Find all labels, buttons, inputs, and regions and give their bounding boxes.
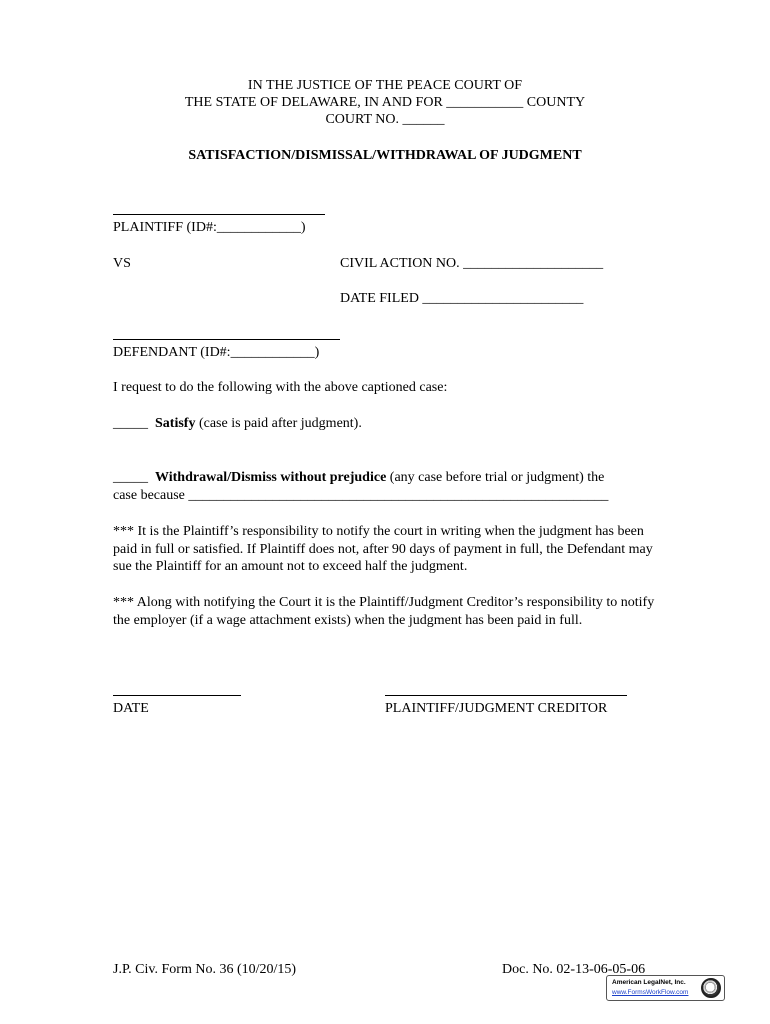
creditor-label: PLAINTIFF/JUDGMENT CREDITOR	[385, 701, 608, 716]
date-label: DATE	[113, 701, 149, 716]
court-header-line1: IN THE JUSTICE OF THE PEACE COURT OF	[247, 78, 523, 93]
notice-paragraph-1: *** It is the Plaintiff’s responsibility to notify the court in writing when the judgment has been paid in full or satisfied. If Plaintiff does not, after 90 days of payment in full, the Defendant may sue the Plaintiff for an amount not to exceed half the judgment.	[113, 524, 653, 574]
request-statement: I request to do the following with the above captioned case:	[113, 380, 448, 395]
document-number: Doc. No. 02-13-06-05-06	[502, 962, 646, 977]
court-header-line2: THE STATE OF DELAWARE, IN AND FOR ___________ COUNTY	[184, 95, 586, 110]
notice-paragraph-2: *** Along with notifying the Court it is the Plaintiff/Judgment Creditor’s responsibility to notify the employer (if a wage attachment exists) when the judgment has been paid in full.	[113, 595, 655, 628]
court-number: COURT NO. ______	[325, 112, 445, 127]
vs-label: VS	[113, 256, 131, 271]
form-title: SATISFACTION/DISMISSAL/WITHDRAWAL OF JUDGMENT	[188, 148, 582, 163]
plaintiff-name-line[interactable]	[113, 214, 325, 215]
form-number: J.P. Civ. Form No. 36 (10/20/15)	[113, 962, 297, 977]
withdrawal-option	[113, 469, 604, 486]
legalnet-logo-icon	[701, 978, 721, 998]
plaintiff-label: PLAINTIFF (ID#:____________)	[113, 220, 306, 235]
date-filed-field[interactable]: DATE FILED _______________________	[340, 291, 584, 306]
civil-action-field[interactable]: CIVIL ACTION NO. ____________________	[340, 256, 604, 271]
withdrawal-label: Withdrawal/Dismiss without prejudice	[155, 470, 387, 485]
satisfy-option	[113, 415, 362, 432]
satisfy-description: (case is paid after judgment).	[195, 416, 362, 431]
creditor-signature-line[interactable]	[385, 695, 627, 696]
withdrawal-description: (any case before trial or judgment) the	[386, 470, 605, 485]
withdrawal-checkbox-blank[interactable]: _____	[113, 470, 148, 485]
defendant-label: DEFENDANT (ID#:____________)	[113, 345, 320, 360]
date-signature-line[interactable]	[113, 695, 241, 696]
defendant-name-line[interactable]	[113, 339, 340, 340]
withdrawal-reason-field[interactable]: case because ____________________________________________________________	[113, 488, 609, 503]
badge-link[interactable]: www.FormsWorkFlow.com	[612, 989, 689, 996]
satisfy-label: Satisfy	[155, 416, 196, 431]
satisfy-checkbox-blank[interactable]: _____	[113, 416, 148, 431]
legalnet-badge[interactable]	[606, 975, 725, 1001]
badge-company: American LegalNet, Inc.	[612, 979, 686, 986]
